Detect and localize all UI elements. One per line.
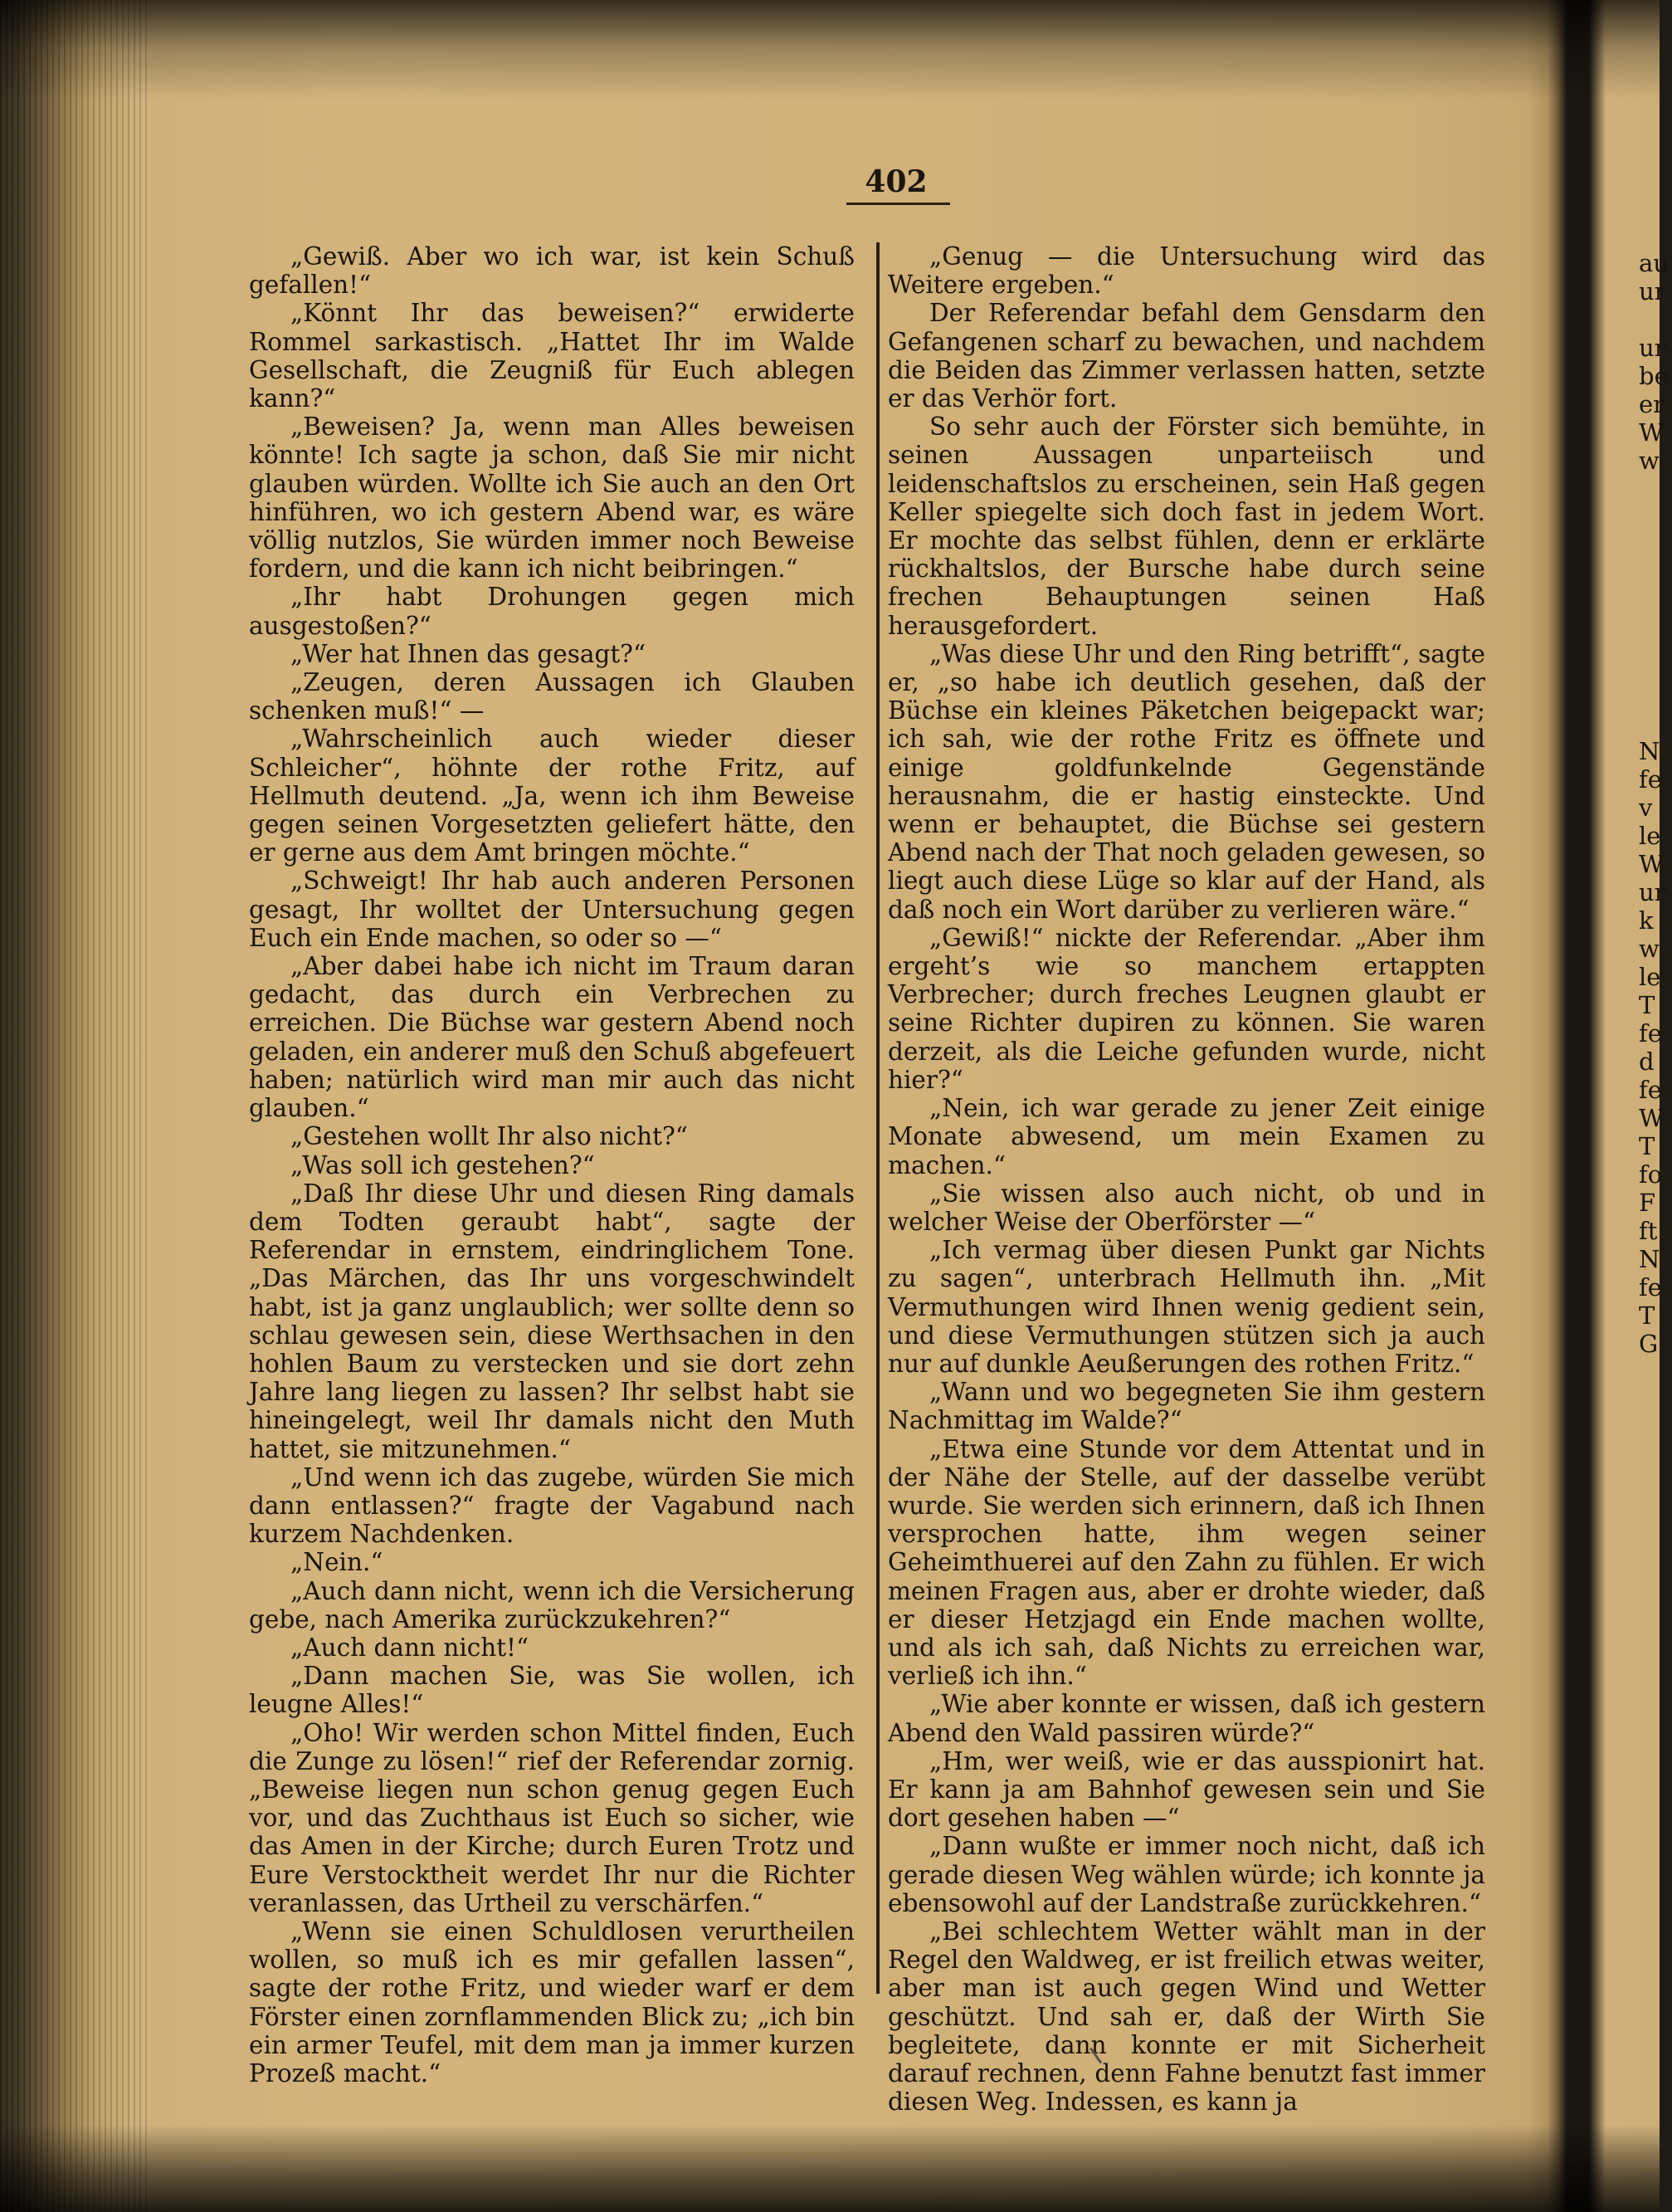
paragraph: „Nein, ich war gerade zu jener Zeit einige Monate abwesend, um mein Examen zu machen.“ xyxy=(888,1094,1485,1179)
fragment-line: le xyxy=(1639,963,1661,991)
top-shadow xyxy=(0,0,1660,100)
paragraph: „Sie wissen also auch nicht, ob und in welcher Weise der Oberförster —“ xyxy=(888,1179,1485,1236)
next-page-fragment-middle xyxy=(1639,737,1672,1358)
fragment-line: ft xyxy=(1639,1217,1658,1245)
paragraph: „Etwa eine Stunde vor dem Attentat und in der Nähe der Stelle, auf der dasselbe verübt wurde. Sie werden sich erinnern, daß ich Ihnen versprochen hatte, ihm wegen seiner Geheimthuerei auf den Zahn zu fühlen. Er wich meinen Fragen aus, aber er drohte wieder, daß er dieser Hetzjagd ein Ende machen wollte, und als ich sah, daß Nichts zu erreichen war, verließ ich ihn.“ xyxy=(888,1434,1485,1691)
page-number-rule xyxy=(846,203,950,205)
paragraph: „Was soll ich gestehen?“ xyxy=(290,1150,595,1179)
paragraph: „Wann und wo begegneten Sie ihm gestern Nachmittag im Walde?“ xyxy=(888,1378,1485,1435)
paragraph: „Ich vermag über diesen Punkt gar Nichts zu sagen“, unterbrach Hellmuth ihn. „Mit Vermuthungen wird Ihnen wenig gedient sein, und diese Vermuthungen stützen sich ja auch nur auf dunkle Aeußerungen des rothen Fritz.“ xyxy=(888,1236,1485,1378)
fragment-line: au xyxy=(1639,249,1669,277)
fragment-line: W xyxy=(1639,850,1664,878)
fragment-line: er xyxy=(1639,390,1665,418)
fragment-line: W xyxy=(1639,418,1664,447)
fragment-line: w xyxy=(1639,935,1660,963)
fragment-line: W xyxy=(1639,1104,1664,1132)
left-column xyxy=(249,242,855,2087)
fragment-line: d xyxy=(1639,1047,1655,1076)
paragraph: „Genug — die Untersuchung wird das Weitere ergeben.“ xyxy=(888,242,1485,300)
paragraph: „Hm, wer weiß, wie er das ausspionirt hat. Er kann ja am Bahnhof gewesen sein und Sie dort gesehen haben —“ xyxy=(888,1746,1485,1833)
paragraph: „Schweigt! Ihr hab auch anderen Personen gesagt, Ihr wolltet der Untersuchung gegen Euch ein Ende machen, so oder so —“ xyxy=(249,867,855,952)
fragment-line: fe xyxy=(1639,1019,1662,1047)
fragment-line: N xyxy=(1639,1245,1660,1273)
fragment-line: w xyxy=(1639,447,1660,475)
fragment-line: T xyxy=(1639,1132,1655,1160)
fragment-line: G xyxy=(1639,1330,1659,1358)
fragment-line: ur xyxy=(1639,878,1666,906)
paragraph: „Und wenn ich das zugebe, würden Sie mich dann entlassen?“ fragte der Vagabund nach kurzem Nachdenken. xyxy=(249,1462,855,1549)
fragment-line: F xyxy=(1639,1189,1656,1217)
page-number: 402 xyxy=(865,164,928,199)
fragment-line: T xyxy=(1639,1301,1655,1330)
fragment-line: v xyxy=(1639,793,1653,822)
fragment-line xyxy=(1639,305,1672,334)
paragraph: „Ihr habt Drohungen gegen mich ausgestoßen?“ xyxy=(249,583,855,640)
paragraph: „Wie aber konnte er wissen, daß ich gestern Abend den Wald passiren würde?“ xyxy=(888,1690,1485,1747)
paragraph: „Gewiß!“ nickte der Referendar. „Aber ihm ergeht’s wie so manchem ertappten Verbrecher; durch freches Leugnen glaubt er seine Richter dupiren zu können. Sie waren derzeit, als die Leiche gefunden wurde, nicht hier?“ xyxy=(888,923,1485,1094)
paragraph: „Wenn sie einen Schuldlosen verurtheilen wollen, so muß ich es mir gefallen lassen“, sagte der rothe Fritz, und wieder warf er dem Förster einen zornflammenden Blick zu; „ich bin ein armer Teufel, mit dem man ja immer kurzen Prozeß macht.“ xyxy=(249,1917,855,2087)
paragraph: „Könnt Ihr das beweisen?“ erwiderte Rommel sarkastisch. „Hattet Ihr im Walde Gesellschaft, die Zeugniß für Euch ablegen kann?“ xyxy=(249,299,855,413)
paragraph: „Aber dabei habe ich nicht im Traum daran gedacht, das durch ein Verbrechen zu erreichen. Die Büchse war gestern Abend noch geladen, ein anderer muß den Schuß abgefeuert haben; natürlich wird man mir auch das nicht glauben.“ xyxy=(249,952,855,1123)
next-page-fragment-top xyxy=(1639,249,1672,475)
paragraph: „Beweisen? Ja, wenn man Alles beweisen könnte! Ich sagte ja schon, daß Sie mir nicht glauben würden. Wollte ich Sie auch an den Ort hinführen, wo ich gestern Abend war, es wäre völlig nutzlos, Sie würden immer noch Beweise fordern, und die kann ich nicht beibringen.“ xyxy=(249,413,855,584)
paragraph: „Nein.“ xyxy=(290,1548,383,1577)
paragraph: „Wahrscheinlich auch wieder dieser Schleicher“, höhnte der rothe Fritz, auf Hellmuth deutend. „Ja, wenn ich ihm Beweise gegen seinen Vorgesetzten geliefert hätte, den er gerne aus dem Amt bringen möchte.“ xyxy=(249,725,855,867)
fragment-line: N xyxy=(1639,737,1660,765)
paragraph: „Oho! Wir werden schon Mittel finden, Euch die Zunge zu lösen!“ rief der Referendar zornig. „Beweise liegen nun schon genug gegen Euch vor, und das Zuchthaus ist Euch so sicher, wie das Amen in der Kirche; durch Euren Trotz und Eure Verstocktheit werdet Ihr nur die Richter veranlassen, das Urtheil zu verschärfen.“ xyxy=(249,1718,855,1917)
page-edges xyxy=(0,0,149,2212)
paragraph: „Dann wußte er immer noch nicht, daß ich gerade diesen Weg wählen würde; ich konnte ja ebensowohl auf der Landstraße zurückkehren.“ xyxy=(888,1832,1485,1917)
paragraph: „Gestehen wollt Ihr also nicht?“ xyxy=(290,1122,688,1151)
fragment-line: fe xyxy=(1639,1273,1662,1301)
column-divider xyxy=(876,242,880,1994)
paragraph: „Bei schlechtem Wetter wählt man in der Regel den Waldweg, er ist freilich etwas weiter, aber man ist auch gegen Wind und Wetter geschützt. Und sah er, daß der Wirth Sie begleitete, dann konnte er mit Sicherheit darauf rechnen, denn Fahne benutzt fast immer diesen Weg. Indessen, es kann ja xyxy=(888,1917,1485,2117)
fragment-line: le xyxy=(1639,822,1661,850)
right-column xyxy=(888,242,1485,2116)
paragraph: „Gewiß. Aber wo ich war, ist kein Schuß gefallen!“ xyxy=(249,242,855,300)
bottom-shadow xyxy=(0,2125,1660,2212)
fragment-line: fo xyxy=(1639,1160,1663,1189)
paragraph: „Was diese Uhr und den Ring betrifft“, sagte er, „so habe ich deutlich gesehen, daß der Büchse ein kleines Päketchen beigepackt war; ich sah, wie der rothe Fritz es öffnete und einige goldfunkelnde Gegenstände herausnahm, die er hastig einsteckte. Und wenn er behauptet, die Büchse sei gestern Abend nach der That noch geladen gewesen, so liegt auch diese Lüge so klar auf der Hand, als daß noch ein Wort darüber zu verlieren wäre.“ xyxy=(888,639,1485,924)
paragraph: „Wer hat Ihnen das gesagt?“ xyxy=(290,639,646,668)
paragraph: „Zeugen, deren Aussagen ich Glauben schenken muß!“ — xyxy=(249,668,855,725)
paragraph: „Auch dann nicht!“ xyxy=(290,1633,529,1662)
paragraph: „Daß Ihr diese Uhr und diesen Ring damals dem Todten geraubt habt“, sagte der Referendar in ernstem, eindringlichem Tone. „Das Märchen, das Ihr uns vorgeschwindelt habt, ist ja ganz unglaublich; wer sollte denn so schlau gewesen sein, diese Werthsachen in den hohlen Baum zu verstecken und sie dort zehn Jahre lang liegen zu lassen? Ihr selbst habt sie hineingelegt, weil Ihr damals nicht den Muth hattet, sie mitzunehmen.“ xyxy=(249,1179,855,1463)
fragment-line: ur xyxy=(1639,277,1666,305)
fragment-line: ur xyxy=(1639,334,1666,362)
fragment-line: k xyxy=(1639,906,1654,935)
paragraph: „Auch dann nicht, wenn ich die Versicherung gebe, nach Amerika zurückzukehren?“ xyxy=(249,1576,855,1633)
fragment-line: fe xyxy=(1639,765,1662,793)
paragraph: So sehr auch der Förster sich bemühte, in seinen Aussagen unparteiisch und leidenschaftslos zu erscheinen, sein Haß gegen Keller spiegelte sich doch fast in jedem Wort. Er mochte das selbst fühlen, denn er erklärte rückhaltslos, der Bursche habe durch seine frechen Behauptungen seinen Haß herausgefordert. xyxy=(888,413,1485,640)
paragraph: „Dann machen Sie, was Sie wollen, ich leugne Alles!“ xyxy=(249,1662,855,1719)
fragment-line: T xyxy=(1639,991,1655,1019)
fragment-line: be xyxy=(1639,362,1669,390)
paragraph: Der Referendar befahl dem Gensdarm den Gefangenen scharf zu bewachen, und nachdem die Beiden das Zimmer verlassen hatten, setzte er das Verhör fort. xyxy=(888,299,1485,413)
fragment-line: fe xyxy=(1639,1076,1662,1104)
